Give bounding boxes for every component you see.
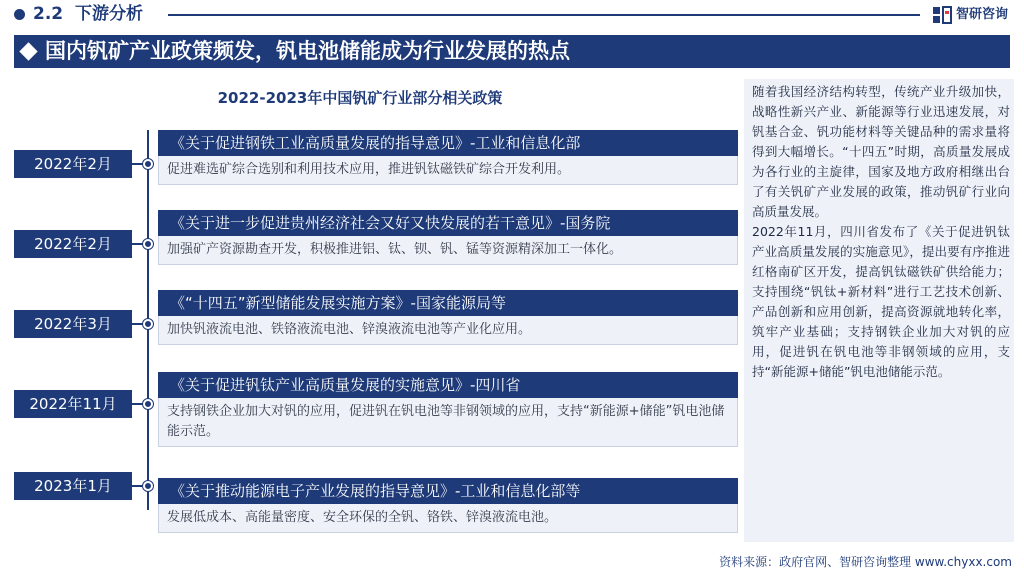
analysis-paragraph: 随着我国经济结构转型，传统产业升级加快，战略性新兴产业、新能源等行业迅速发展，对钒基合金、钒功能材料等关键品种的需求量将得到大幅增长。“十四五”时期，高质量发展成为各行业的主旋律，国家及地方政府相继出台了有关钒矿产业发展的政策，推动钒矿行业向高质量发展。 xyxy=(752,84,1010,219)
policy-title: 《关于促进钒钛产业高质量发展的实施意见》-四川省 xyxy=(158,372,738,398)
diamond-icon xyxy=(19,42,37,60)
timeline-date: 2023年1月 xyxy=(14,472,132,500)
policy-description: 支持钢铁企业加大对钒的应用，促进钒在钒电池等非钢领域的应用，支持“新能源+储能”钒电池储能示范。 xyxy=(158,398,738,447)
timeline-title: 2022-2023年中国钒矿行业部分相关政策 xyxy=(217,89,503,107)
top-header xyxy=(0,0,1024,30)
section-bullet-icon xyxy=(14,9,25,20)
policy-description: 加快钒液流电池、铁铬液流电池、锌溴液流电池等产业化应用。 xyxy=(158,316,738,345)
policy-card xyxy=(158,372,738,447)
policy-title: 《关于促进钢铁工业高质量发展的指导意见》-工业和信息化部 xyxy=(158,130,738,156)
timeline-date: 2022年11月 xyxy=(14,390,132,418)
source-note: 资料来源：政府官网、智研咨询整理 www.chyxx.com xyxy=(719,555,1012,569)
timeline-dot-icon xyxy=(143,481,153,491)
policy-description: 发展低成本、高能量密度、安全环保的全钒、铬铁、锌溴液流电池。 xyxy=(158,504,738,533)
analysis-paragraph: 2022年11月，四川省发布了《关于促进钒钛产业高质量发展的实施意见》，提出要有序推进红格南矿区开发，提高钒钛磁铁矿供给能力；支持围绕“钒钛+新材料”进行工艺技术创新、产品创新和应用创新，提高资源就地转化率，筑牢产业基础；支持钢铁企业加大对钒的应用，促进钒在钒电池等非钢领域的应用，支持“新能源+储能”钒电池储能示范。 xyxy=(752,224,1010,379)
logo-text: 智研咨询 xyxy=(956,7,1009,22)
policy-description: 加强矿产资源勘查开发，积极推进铝、钛、钡、钒、锰等资源精深加工一体化。 xyxy=(158,236,738,265)
headline-title: 国内钒矿产业政策频发，钒电池储能成为行业发展的热点 xyxy=(45,39,570,63)
headline-banner xyxy=(14,35,1010,68)
timeline-dot-icon xyxy=(143,319,153,329)
policy-title: 《关于进一步促进贵州经济社会又好又快发展的若干意见》-国务院 xyxy=(158,210,738,236)
policy-card xyxy=(158,478,738,533)
policy-card xyxy=(158,290,738,345)
timeline-dot-icon xyxy=(143,239,153,249)
policy-card xyxy=(158,130,738,185)
section-title: 下游分析 xyxy=(75,4,143,24)
timeline-dot-icon xyxy=(143,159,153,169)
policy-card xyxy=(158,210,738,265)
timeline-dot-icon xyxy=(143,399,153,409)
policy-title: 《“十四五”新型储能发展实施方案》-国家能源局等 xyxy=(158,290,738,316)
policy-description: 促进难选矿综合选别和利用技术应用，推进钒钛磁铁矿综合开发利用。 xyxy=(158,156,738,185)
analysis-text xyxy=(752,82,1010,382)
section-number: 2.2 xyxy=(33,4,64,24)
timeline-date: 2022年3月 xyxy=(14,310,132,338)
timeline-date: 2022年2月 xyxy=(14,150,132,178)
header-divider xyxy=(168,14,920,16)
zhiyan-logo-icon xyxy=(932,6,952,24)
policy-title: 《关于推动能源电子产业发展的指导意见》-工业和信息化部等 xyxy=(158,478,738,504)
timeline-date: 2022年2月 xyxy=(14,230,132,258)
